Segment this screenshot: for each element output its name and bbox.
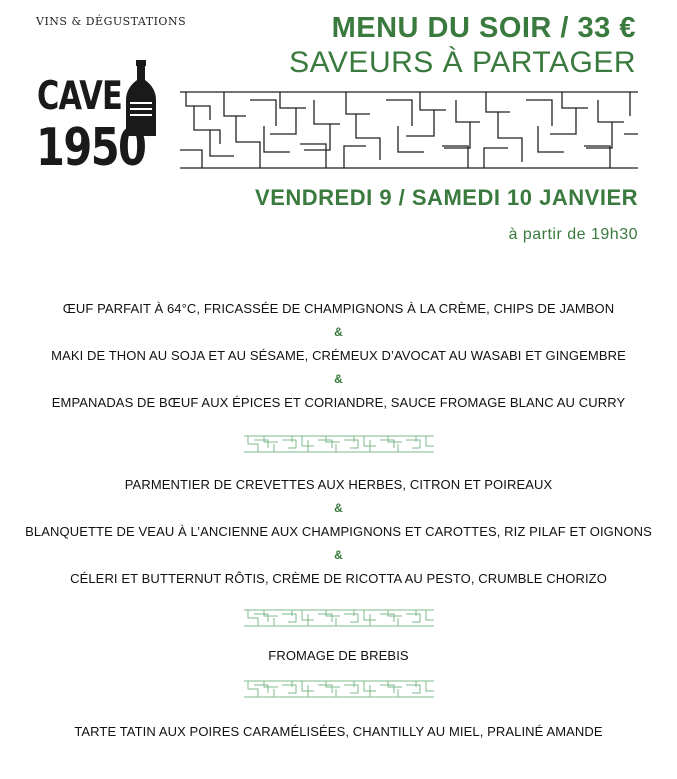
menu-title: MENU DU SOIR / 33 € [331,12,636,44]
starter-2: MAKI DE THON AU SOJA ET AU SÉSAME, CRÉMEUX D’AVOCAT AU WASABI ET GINGEMBRE [51,348,626,363]
event-dates: VENDREDI 9 / SAMEDI 10 JANVIER [255,185,638,210]
maze-divider-icon [244,679,434,699]
maze-divider-icon [244,608,434,628]
event-time: à partir de 19h30 [508,226,638,243]
menu-list [0,300,677,741]
logo-year: 1950 [36,118,146,178]
ampersand-separator: & [334,501,343,515]
starter-3: EMPANADAS DE BŒUF AUX ÉPICES ET CORIANDRE, SAUCE FROMAGE BLANC AU CURRY [51,395,626,410]
logo-name: CAVE [37,74,123,119]
cheese-course: FROMAGE DE BREBIS [268,648,409,663]
maze-pattern-decoration [180,86,638,174]
starter-1: ŒUF PARFAIT À 64°C, FRICASSÉE DE CHAMPIGNONS À LA CRÈME, CHIPS DE JAMBON [62,301,615,316]
logo-tagline: VINS & DÉGUSTATIONS [36,15,187,28]
menu-subtitle: SAVEURS À PARTAGER [289,46,636,79]
maze-divider-icon [244,434,434,454]
main-3: CÉLERI ET BUTTERNUT RÔTIS, CRÈME DE RICOTTA AU PESTO, CRUMBLE CHORIZO [70,571,607,586]
main-2: BLANQUETTE DE VEAU À L’ANCIENNE AUX CHAMPIGNONS ET CAROTTES, RIZ PILAF ET OIGNONS [25,524,652,539]
ampersand-separator: & [334,372,343,386]
main-1: PARMENTIER DE CREVETTES AUX HERBES, CITRON ET POIREAUX [124,477,553,492]
dessert-course: TARTE TATIN AUX POIRES CARAMÉLISÉES, CHANTILLY AU MIEL, PRALINÉ AMANDE [74,724,603,739]
ampersand-separator: & [334,548,343,562]
ampersand-separator: & [334,325,343,339]
